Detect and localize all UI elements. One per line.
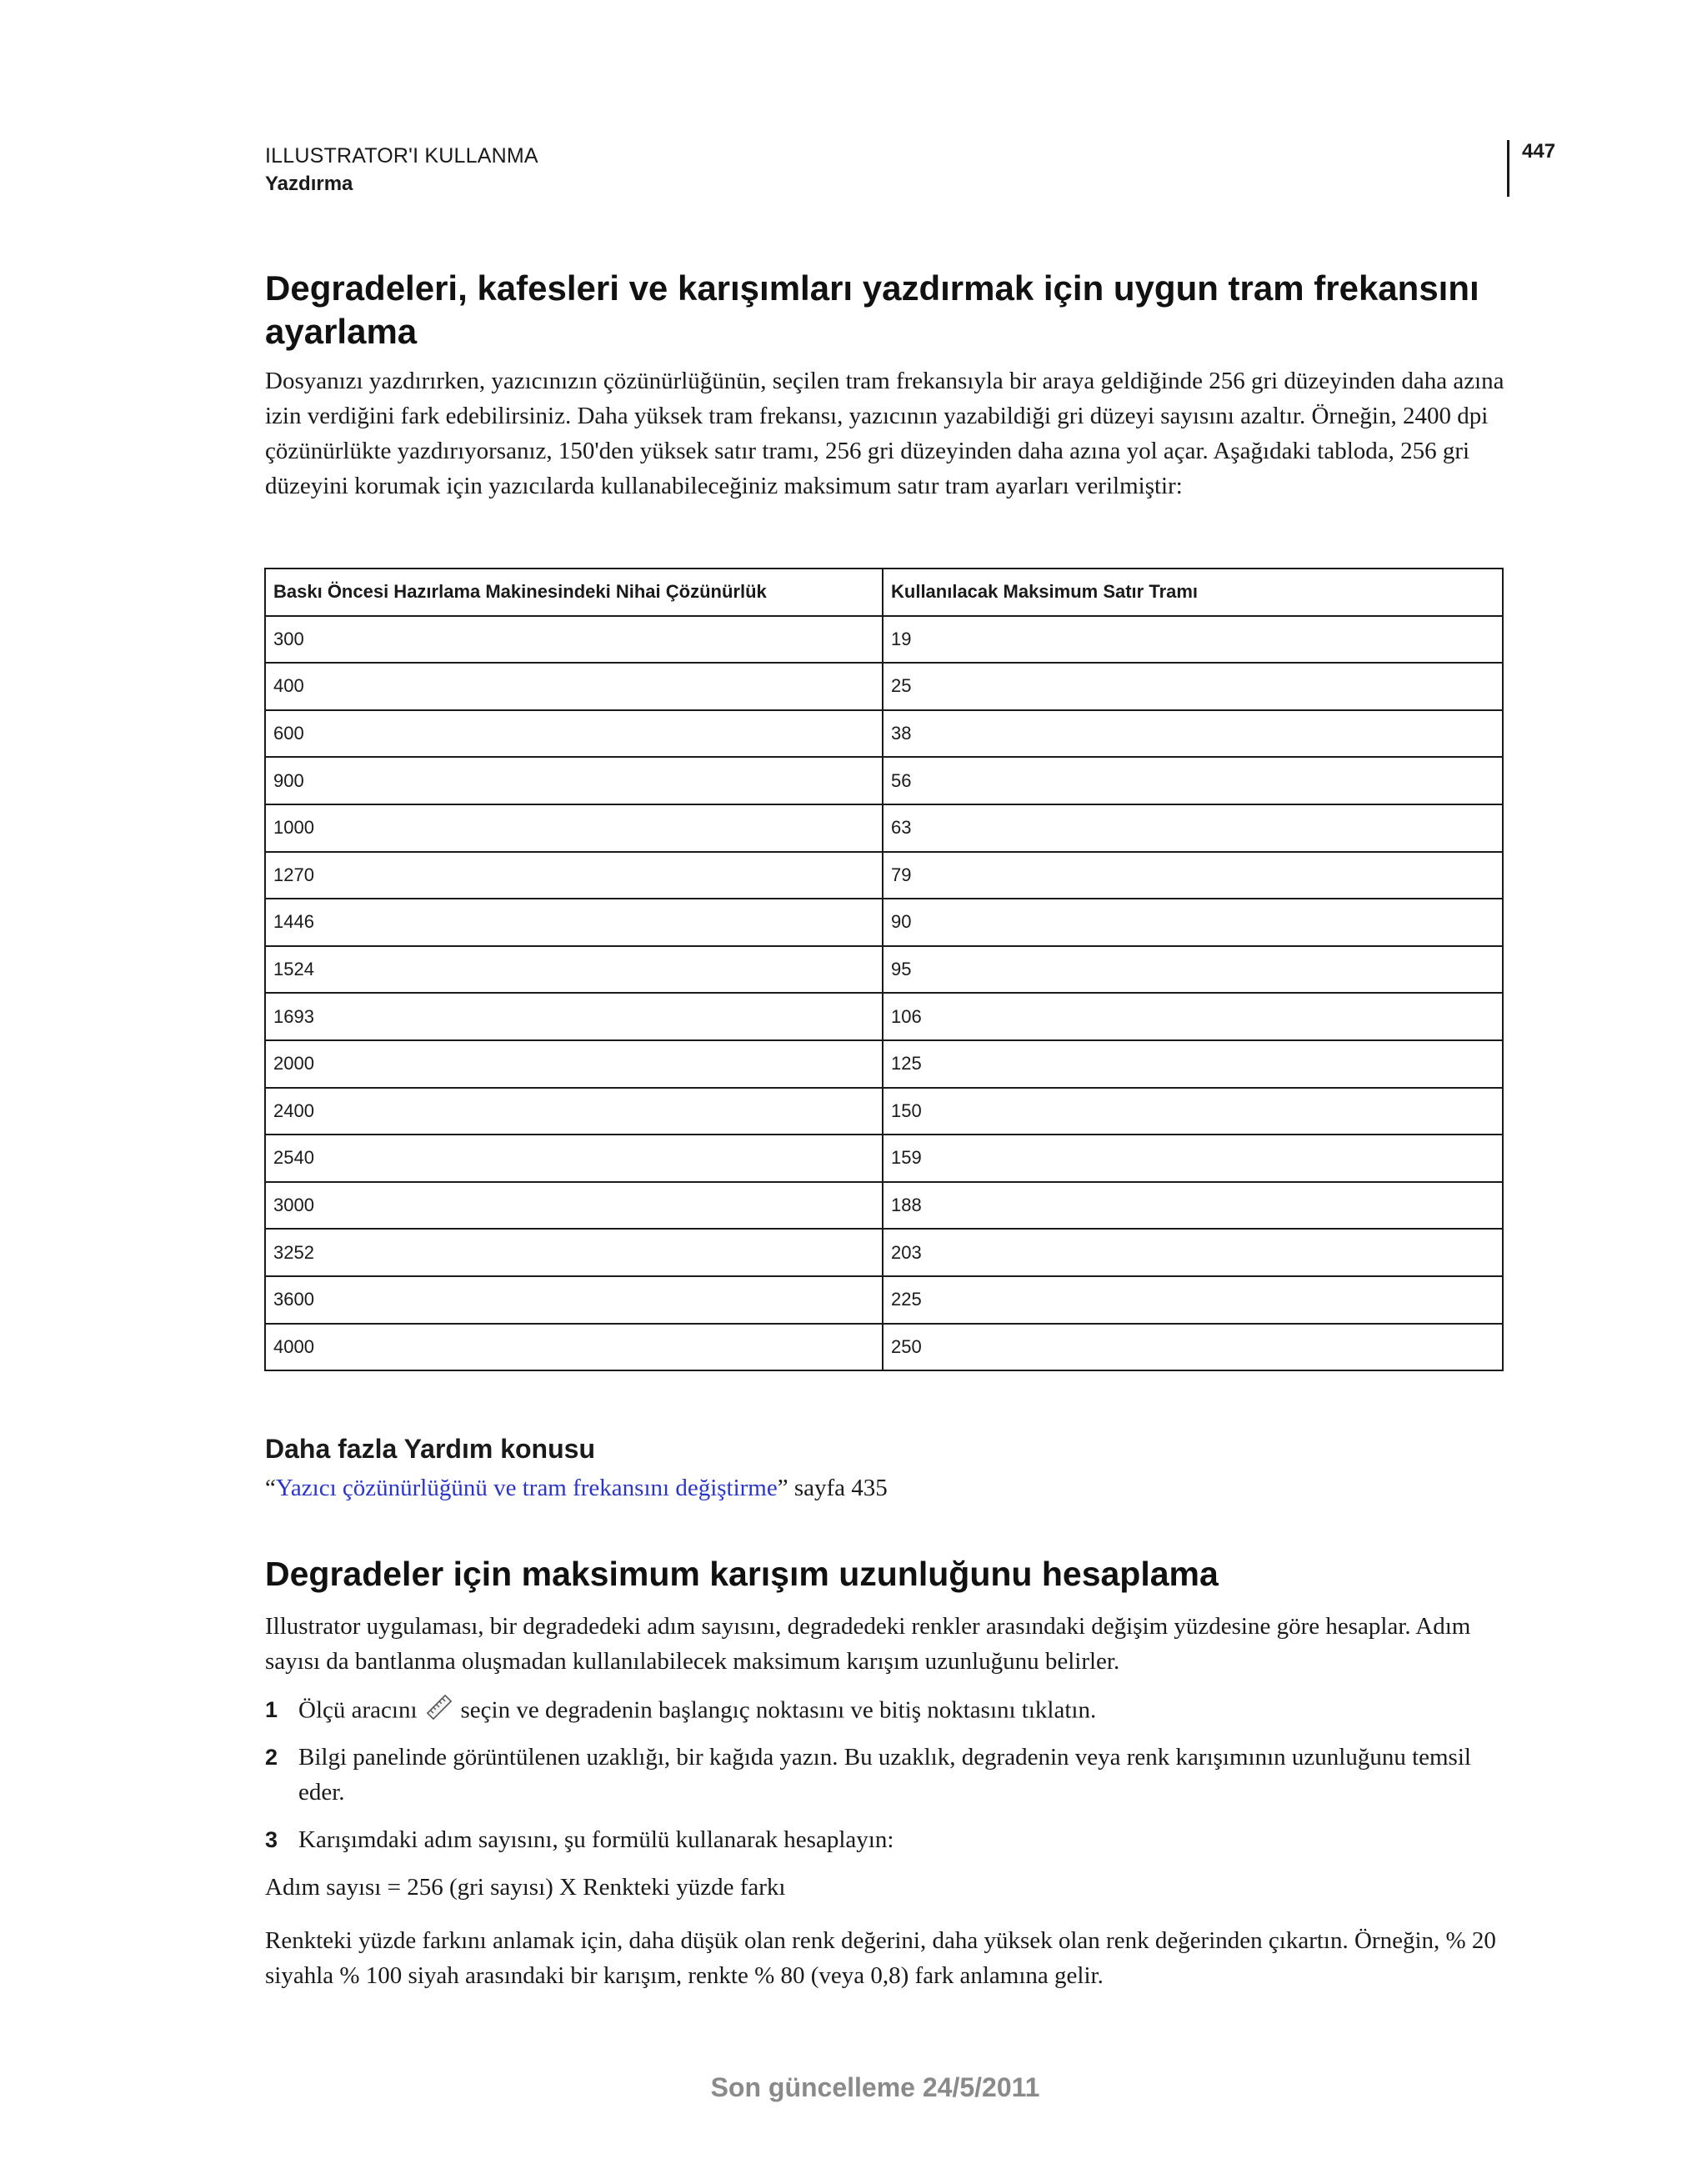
table-cell: 56 xyxy=(883,757,1503,804)
page-number: 447 xyxy=(1522,140,1556,163)
measure-tool-icon xyxy=(424,1692,454,1732)
table-cell: 900 xyxy=(265,757,883,804)
table-cell: 2540 xyxy=(265,1135,883,1182)
table-cell: 300 xyxy=(265,616,883,664)
table-cell: 3000 xyxy=(265,1182,883,1230)
step-text xyxy=(298,1692,1507,1732)
section-title: Degradeler için maksimum karışım uzunluğunu hesaplama xyxy=(265,1555,1219,1593)
table-cell: 1693 xyxy=(265,993,883,1040)
running-head xyxy=(265,142,538,198)
table-cell: 38 xyxy=(883,710,1503,758)
table-cell: 400 xyxy=(265,663,883,710)
table-cell: 4000 xyxy=(265,1324,883,1371)
footer-last-updated: Son güncelleme 24/5/2011 xyxy=(710,2072,1040,2102)
table-cell: 90 xyxy=(883,899,1503,946)
step-text: Bilgi panelinde görüntülenen uzaklığı, bir kağıda yazın. Bu uzaklık, degradenin veya renk karışımının uzunluğunu temsil eder. xyxy=(298,1744,1471,1806)
table-cell: 63 xyxy=(883,804,1503,852)
table-row xyxy=(265,710,1503,758)
step-number: 3 xyxy=(265,1827,278,1852)
step-text-part: seçin ve degradenin başlangıç noktasını ve bitiş noktasını tıklatın. xyxy=(460,1696,1097,1724)
table-cell: 2400 xyxy=(265,1088,883,1135)
step-number: 1 xyxy=(265,1697,278,1722)
table-cell: 188 xyxy=(883,1182,1503,1230)
table-row xyxy=(265,1040,1503,1088)
table-cell: 1000 xyxy=(265,804,883,852)
column-header-resolution: Baskı Öncesi Hazırlama Makinesindeki Nihai Çözünürlük xyxy=(265,569,883,616)
table-row xyxy=(265,946,1503,994)
column-header-line-screen: Kullanılacak Maksimum Satır Tramı xyxy=(883,569,1503,616)
table-cell: 1446 xyxy=(265,899,883,946)
printer-resolution-link[interactable]: Yazıcı çözünürlüğünü ve tram frekansını değiştirme xyxy=(275,1475,778,1501)
table-cell: 19 xyxy=(883,616,1503,664)
table-cell: 159 xyxy=(883,1135,1503,1182)
table-cell: 203 xyxy=(883,1229,1503,1276)
section-body: Dosyanızı yazdırırken, yazıcınızın çözünürlüğünün, seçilen tram frekansıyla bir araya geldiğinde 256 gri düzeyinden daha azına izin verdiğini fark edebilirsiniz. Daha yüksek tram frekansı, yazıcının yazabildiği gri düzeyi sayısını azaltır. Örneğin, 2400 dpi çözünürlükte yazdırıyorsanız, 150'den yüksek satır tramı, 256 gri düzeyinden daha azına yol açar. Aşağıdaki tabloda, 256 gri düzeyini korumak için yazıcılarda kullanabileceğiniz maksimum satır tram ayarları verilmiştir: xyxy=(265,368,1504,499)
book-title: ILLUSTRATOR'I KULLANMA xyxy=(265,144,538,168)
table-row xyxy=(265,852,1503,899)
table-row xyxy=(265,616,1503,664)
table-row xyxy=(265,804,1503,852)
table-row xyxy=(265,1135,1503,1182)
table-cell: 600 xyxy=(265,710,883,758)
table-row xyxy=(265,993,1503,1040)
table-cell: 106 xyxy=(883,993,1503,1040)
open-quote: “ xyxy=(265,1475,276,1501)
table-row xyxy=(265,1182,1503,1230)
formula: Adım sayısı = 256 (gri sayısı) X Renkteki yüzde farkı xyxy=(265,1874,786,1901)
table-cell: 25 xyxy=(883,663,1503,710)
more-help-reference xyxy=(265,1471,888,1505)
table-cell: 95 xyxy=(883,946,1503,994)
step-text: Karışımdaki adım sayısını, şu formülü kullanarak hesaplayın: xyxy=(298,1826,894,1853)
table-row xyxy=(265,1088,1503,1135)
table-row xyxy=(265,757,1503,804)
table-row xyxy=(265,663,1503,710)
table-cell: 79 xyxy=(883,852,1503,899)
header-divider xyxy=(1507,140,1509,197)
table-cell: 125 xyxy=(883,1040,1503,1088)
table-row xyxy=(265,1276,1503,1324)
table-cell: 150 xyxy=(883,1088,1503,1135)
table-cell: 225 xyxy=(883,1276,1503,1324)
page-reference: ” sayfa 435 xyxy=(777,1475,888,1501)
table-cell: 250 xyxy=(883,1324,1503,1371)
section-body: Illustrator uygulaması, bir degradedeki adım sayısını, degradedeki renkler arasındaki değişim yüzdesine göre hesaplar. Adım sayısı da bantlanma oluşmadan kullanılabilecek maksimum karışım uzunluğunu belirler. xyxy=(265,1613,1471,1675)
step-text-part: Ölçü aracını xyxy=(298,1696,418,1724)
table-cell: 2000 xyxy=(265,1040,883,1088)
table-cell: 1524 xyxy=(265,946,883,994)
screen-frequency-table xyxy=(264,568,1504,1371)
table-cell: 3252 xyxy=(265,1229,883,1276)
section-title: Degradeleri, kafesleri ve karışımları yazdırmak için uygun tram frekansını ayarlama xyxy=(265,268,1479,351)
chapter-title: Yazdırma xyxy=(265,173,353,195)
closing-paragraph: Renkteki yüzde farkını anlamak için, daha düşük olan renk değerini, daha yüksek olan renk değerinden çıkartın. Örneğin, % 20 siyahla % 100 siyah arasındaki bir karışım, renkte % 80 (veya 0,8) fark anlamına gelir. xyxy=(265,1927,1496,1989)
table-cell: 1270 xyxy=(265,852,883,899)
table-row xyxy=(265,1324,1503,1371)
table-row xyxy=(265,1229,1503,1276)
table-header-row xyxy=(265,569,1503,616)
table-cell: 3600 xyxy=(265,1276,883,1324)
table-row xyxy=(265,899,1503,946)
more-help-heading: Daha fazla Yardım konusu xyxy=(265,1434,595,1464)
step-number: 2 xyxy=(265,1745,278,1770)
